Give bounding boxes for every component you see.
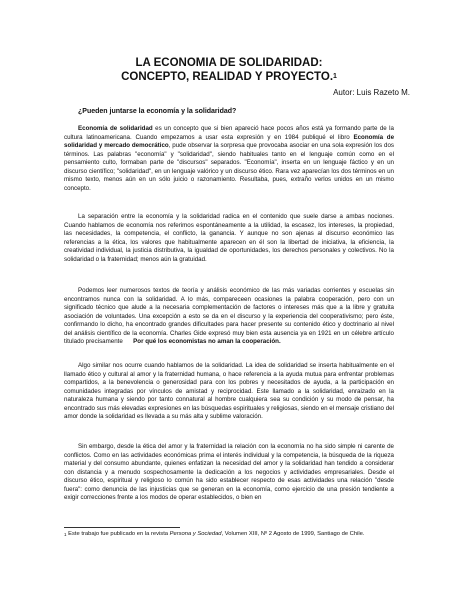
- section-question: ¿Pueden juntarse la economía y la solidaridad?: [78, 108, 237, 115]
- footnote-text-1: Este trabajo fue publicado en la revista: [66, 531, 170, 537]
- footnote: [64, 531, 394, 539]
- paragraph-2-text: La separación entre la economía y la solidaridad radica en el contenido que suele darse a ambas nociones. Cuando hablamos de economía nos referimos espontáneamente a la utilidad, la escasez, los intereses, la propiedad, las necesidades, la competencia, el conflicto, la ganancia. Y aunque no son ajenas al discurso económico las referencias a la ética, los valores que habitualmente aparecen en él son la libertad de iniciativa, la eficiencia, la creatividad individual, la justicia distributiva, la igualdad de oportunidades, los derechos personales y colectivos. No la solidaridad o la fraternidad; menos aún la gratuidad.: [64, 213, 394, 263]
- title-footnote-mark: 1: [333, 73, 337, 80]
- paragraph-1-bold-2: Economía de solidaridad y mercado democrático: [64, 133, 395, 149]
- paragraph-2: [64, 213, 394, 264]
- footnote-text-2: , Volumen XIII, Nº 2 Agosto de 1999, Santiago de Chile.: [221, 531, 365, 537]
- paragraph-3-text: Podemos leer numerosos textos de teoría y análisis económico de las más variadas corrientes y escuelas sin encontramos nunca con la solidaridad. A lo más, compareceen ocasiones la palabra cooperación, pero con un significado técnico que alude a la necesaria complementación de factores o intereses más que a la libre y gratuita asociación de voluntades. Una excepción a esto se da en el discurso y la experiencia del cooperativismo; pero éste, confirmando lo dicho, ha encontrado grandes dificultades para hacer presente su contenido ético y doctrinario al nivel del análisis científico de la economía. Charles Gide expresó muy bien esta ausencia ya en 1921 en un célebre artículo titulado precisamente: [64, 287, 394, 345]
- paragraph-1-text-1: es un concepto que si bien apareció hace pocos años está ya formando parte de la cultura latinoamericana. Cuando empezamos a usar esta expresión y en 1984 publiqué el libro: [64, 125, 394, 141]
- paragraph-5-text: Sin embargo, desde la ética del amor y la fraternidad la relación con la economía no ha sido simple ni carente de conflictos. Como en las actividades económicas prima el interés individual y la competencia, la búsqueda de la riqueza material y del consumo abundante, quienes enfatizan la necesidad del amor y la solidaridad han tendido a considerar con distancia y a menudo sospechosamente la dedicación a los negocios y actividades empresariales. Desde el discurso ético, espiritual y religioso lo común ha sido establecer respecto de esas actividades una relación "desde fuera": como denuncia de las injusticias que se generan en la economía, como ejercicio de una presión tendiente a exigir correcciones frente a los modos de operar establecidos, o bien en: [64, 443, 394, 501]
- paragraph-1-text-2: , pude observar la sorpresa que provocaba asociar en una sola expresión los dos términos. Las palabras "economía" y "solidaridad", siendo habituales tanto en el lenguaje común como en el pensamiento culto, formaban parte de "discursos" separados. "Economía", inserta en un lenguaje fáctico y en un discurso científico; "solidaridad", en un lenguaje valórico y un discurso ético. Rara vez aparecían los dos términos en un mismo texto, menos aún en un sólo juicio o razonamiento. Resultaba, pues, extraño verlos unidos en un mismo concepto.: [64, 142, 394, 192]
- paragraph-3-bold-title: Por qué los economistas no aman la cooperación.: [133, 338, 281, 345]
- footnote-mark: 1: [64, 532, 67, 537]
- paragraph-4-text: Algo similar nos ocurre cuando hablamos de la solidaridad. La idea de solidaridad se inserta habitualmente en el llamado ético y cultural al amor y la fraternidad humana, o hace referencia a la ayuda mutua para enfrentar problemas compartidos, a la benevolencia o generosidad para con los pobres y necesitados de ayuda, a la participación en comunidades integradas por vínculos de amistad y reciprocidad. Este llamado a la solidaridad, enraizado en la naturaleza humana y siendo por tanto connatural al hombre cualquiera sea su condición y su modo de pensar, ha encontrado sus más elevadas expresiones en las búsquedas espirituales y religiosas, siendo en el mensaje cristiano del amor donde la solidaridad es llevada a su más alta y sublime valoración.: [64, 362, 394, 420]
- author-line: Autor: Luis Razeto M.: [333, 88, 410, 97]
- footnote-separator: [64, 527, 180, 528]
- paragraph-4: [64, 362, 394, 422]
- paragraph-3: [64, 287, 394, 347]
- title-line-1: LA ECONOMIA DE SOLIDARIDAD:: [135, 57, 323, 69]
- footnote-journal: Persona y Sociedad: [169, 531, 222, 537]
- paragraph-1-bold-1: Economía de solidaridad: [78, 125, 153, 132]
- title-line-2: [0, 70, 458, 84]
- paragraph-5: [64, 443, 394, 503]
- title-line-2-text: CONCEPTO, REALIDAD Y PROYECTO.: [121, 71, 334, 83]
- paragraph-1: [64, 125, 394, 193]
- document-title: [0, 56, 458, 84]
